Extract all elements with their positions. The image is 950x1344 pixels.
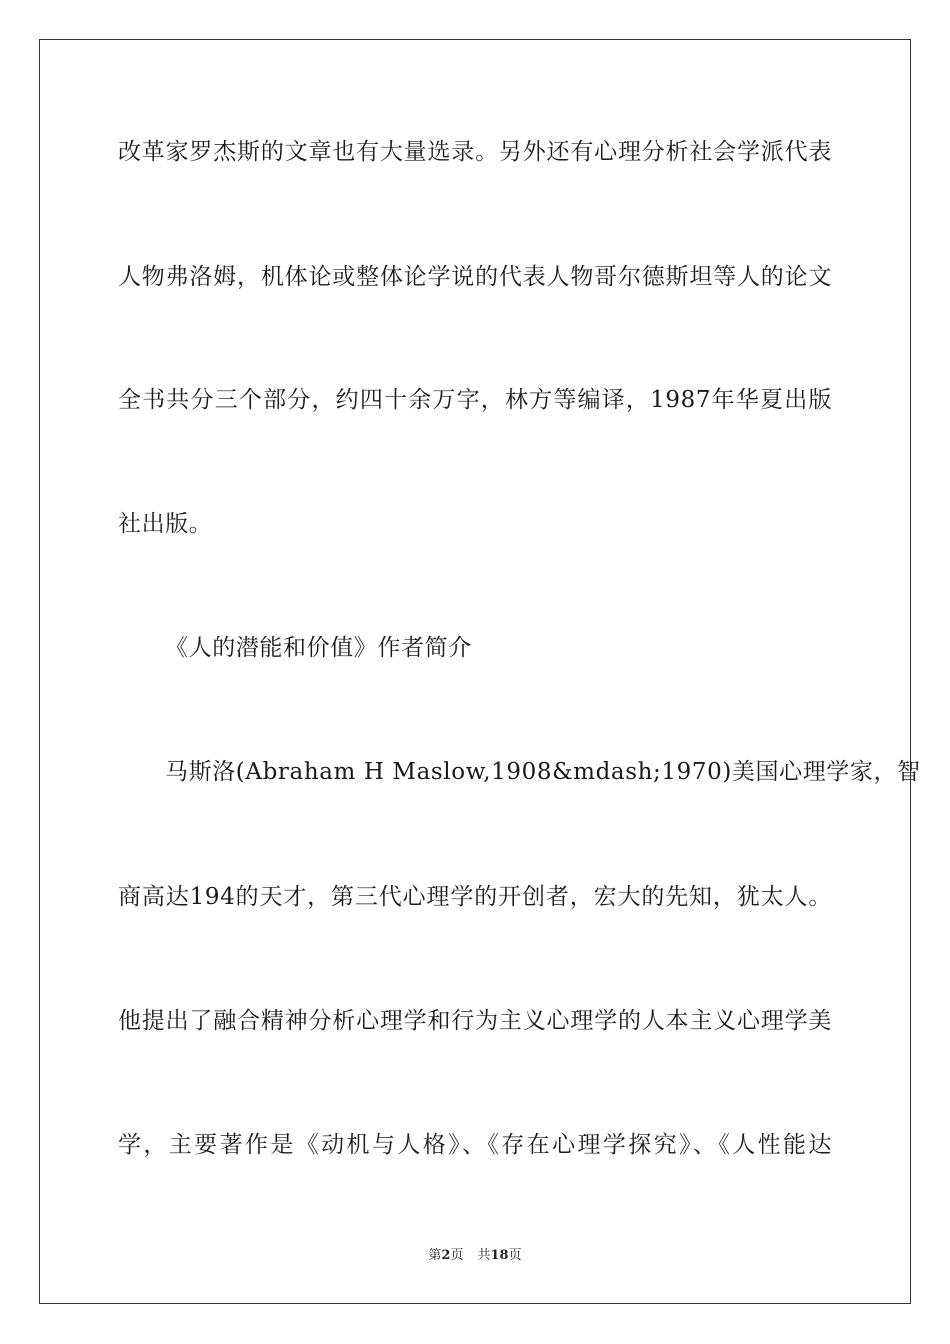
body-text-line-1: 改革家罗杰斯的文章也有大量选录。另外还有心理分析社会学派代表 <box>118 139 832 165</box>
body-text-line-5: 马斯洛(Abraham H Maslow,1908&mdash;1970)美国心理学家，智 <box>165 759 921 785</box>
body-text-line-2: 人物弗洛姆，机体论或整体论学说的代表人物哥尔德斯坦等人的论文 <box>118 264 832 290</box>
section-heading: 《人的潜能和价值》作者简介 <box>165 635 472 661</box>
body-text-line-4: 社出版。 <box>118 511 213 537</box>
footer-page-suffix: 页 <box>450 1248 464 1263</box>
footer-page-number: 2 <box>441 1248 451 1263</box>
footer-total-suffix: 页 <box>508 1248 522 1263</box>
body-text-line-6: 商高达194的天才，第三代心理学的开创者，宏大的先知，犹太人。 <box>118 884 832 910</box>
footer-total-pages: 18 <box>490 1248 509 1263</box>
footer-page-prefix: 第 <box>428 1248 442 1263</box>
page-border <box>39 39 921 1304</box>
body-text-line-8: 学，主要著作是《动机与人格》、《存在心理学探究》、《人性能达 <box>118 1132 832 1158</box>
body-text-line-3: 全书共分三个部分，约四十余万字，林方等编译，1987年华夏出版 <box>118 387 832 413</box>
body-text-line-7: 他提出了融合精神分析心理学和行为主义心理学的人本主义心理学美 <box>118 1008 832 1034</box>
page-footer <box>0 1248 950 1264</box>
footer-total-prefix: 共 <box>477 1248 491 1263</box>
